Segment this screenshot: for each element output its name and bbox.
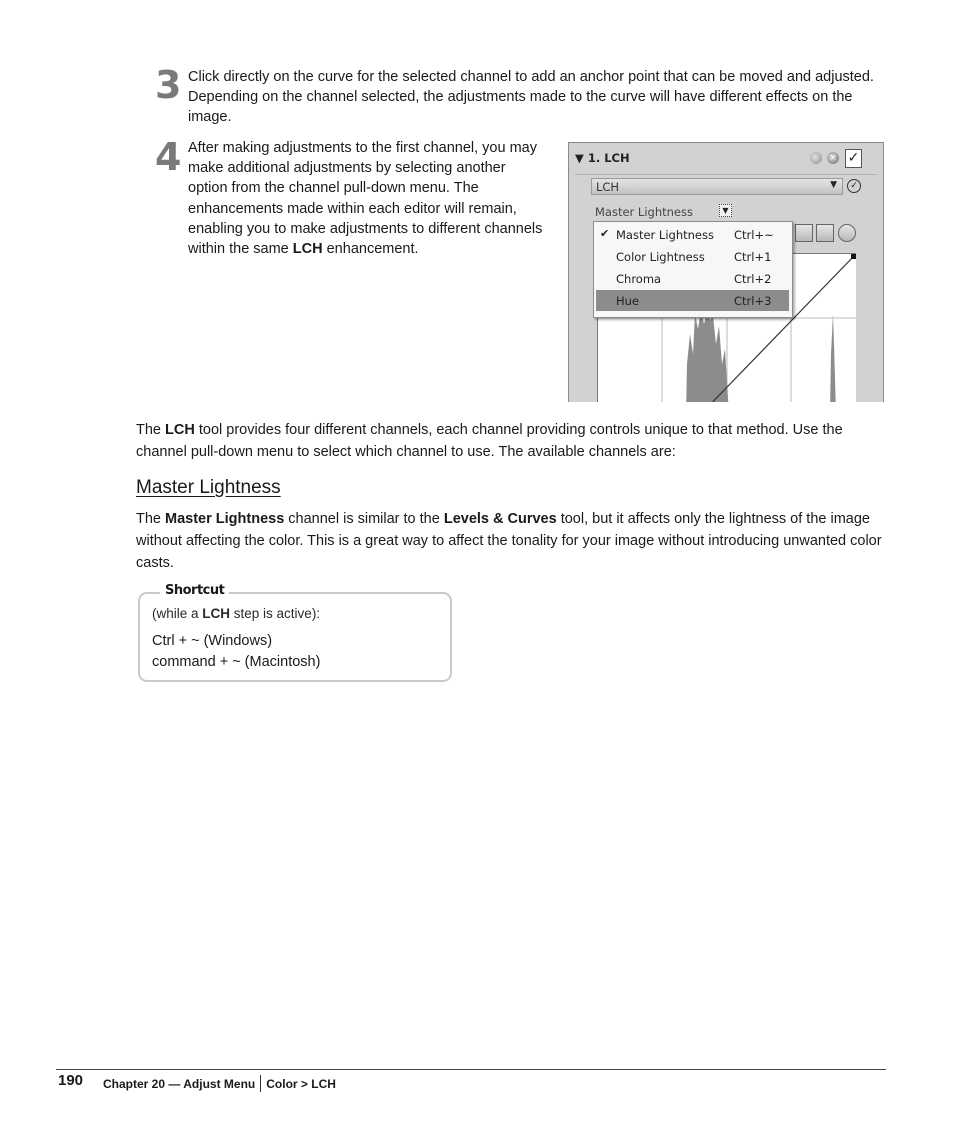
shortcut-note-text: (while a [152, 606, 203, 621]
section-text: tool, but it affects only the lightness of the image without affecting the color. This is a great way to affect the tonality for your image without introducing unwanted color casts. [136, 511, 882, 571]
enable-checkbox[interactable]: ✓ [845, 149, 862, 168]
step-3-text: Click directly on the curve for the selected channel to add an anchor point that can be moved and adjusted. Depending on the channel selected, the adjustments made to the curve will have different effects on the image. [188, 69, 874, 126]
section-bold: Levels & Curves [443, 511, 557, 527]
step-4-body: After making adjustments to the first channel, you may make additional adjustments by selecting another option from the channel pull-down menu. The enhancements made within each editor will remain, enabling you to make adjustments to different channels within the same [188, 140, 543, 258]
menu-item-label: Color Lightness [616, 250, 705, 264]
no-icon[interactable] [838, 224, 856, 242]
step-4-bold: LCH [292, 241, 323, 258]
intro-text: The [136, 422, 166, 438]
histogram-peak [830, 314, 836, 402]
shortcut-note-tail: step is active): [230, 606, 321, 621]
shortcut-mac: command + ~ (Macintosh) [152, 654, 321, 670]
black-point-icon[interactable] [816, 224, 834, 242]
section-text: The [136, 511, 166, 527]
shortcut-note [152, 606, 320, 621]
page-number: 190 [58, 1072, 84, 1089]
channel-select-value: Master Lightness [595, 205, 693, 219]
step-4-text [188, 138, 543, 259]
shortcut-title: Shortcut [160, 583, 229, 598]
step-number: 3 [155, 63, 180, 107]
close-icon[interactable]: × [827, 152, 839, 164]
histogram [686, 309, 729, 402]
intro-text-tail: tool provides four different channels, each channel providing controls unique to that method. Use the channel pull-down menu to select which channel to use. The available channels are: [136, 422, 843, 460]
channel-menu [593, 221, 793, 318]
menu-item-shortcut: Ctrl+3 [734, 294, 772, 308]
chevron-down-icon[interactable]: ▼ [719, 204, 732, 217]
section-text: channel is similar to the [284, 511, 444, 527]
channel-select[interactable] [591, 203, 737, 221]
footer-breadcrumb [103, 1075, 336, 1092]
reset-icon[interactable]: ✓ [847, 179, 861, 193]
menu-item-shortcut: Ctrl+1 [734, 250, 772, 264]
menu-item-color-lightness[interactable] [596, 246, 789, 267]
help-icon[interactable] [810, 152, 822, 164]
white-point-icon[interactable] [795, 224, 813, 242]
footer-rule [56, 1069, 886, 1070]
shortcut-windows: Ctrl + ~ (Windows) [152, 633, 273, 649]
panel-divider [575, 174, 877, 175]
section-bold: Master Lightness [165, 511, 285, 527]
chevron-down-icon: ▼ [830, 180, 837, 190]
footer-section: Color > LCH [266, 1077, 336, 1091]
shortcut-box [138, 583, 452, 682]
lch-panel-screenshot [568, 142, 884, 402]
checkmark-icon: ✔ [600, 227, 610, 240]
menu-item-master-lightness[interactable] [596, 224, 789, 245]
intro-paragraph [136, 419, 886, 463]
enhancement-select-value: LCH [596, 180, 620, 194]
menu-item-shortcut: Ctrl+2 [734, 272, 772, 286]
section-heading: Master Lightness [136, 477, 281, 498]
menu-item-chroma[interactable] [596, 268, 789, 289]
curve-anchor[interactable] [851, 254, 856, 259]
footer-chapter: Chapter 20 — Adjust Menu [103, 1077, 256, 1091]
panel-title: ▼ 1. LCH [575, 151, 630, 165]
menu-item-hue[interactable] [596, 290, 789, 311]
menu-item-shortcut: Ctrl+~ [734, 228, 774, 242]
intro-bold: LCH [165, 422, 195, 438]
menu-item-label: Chroma [616, 272, 662, 286]
step-4-tail: enhancement. [322, 241, 419, 258]
shortcut-note-bold: LCH [202, 606, 231, 621]
section-paragraph [136, 508, 886, 574]
footer-divider [260, 1075, 261, 1092]
menu-item-label: Hue [616, 294, 640, 308]
enhancement-select[interactable] [591, 178, 843, 195]
menu-item-label: Master Lightness [616, 228, 714, 242]
step-number: 4 [155, 135, 180, 179]
